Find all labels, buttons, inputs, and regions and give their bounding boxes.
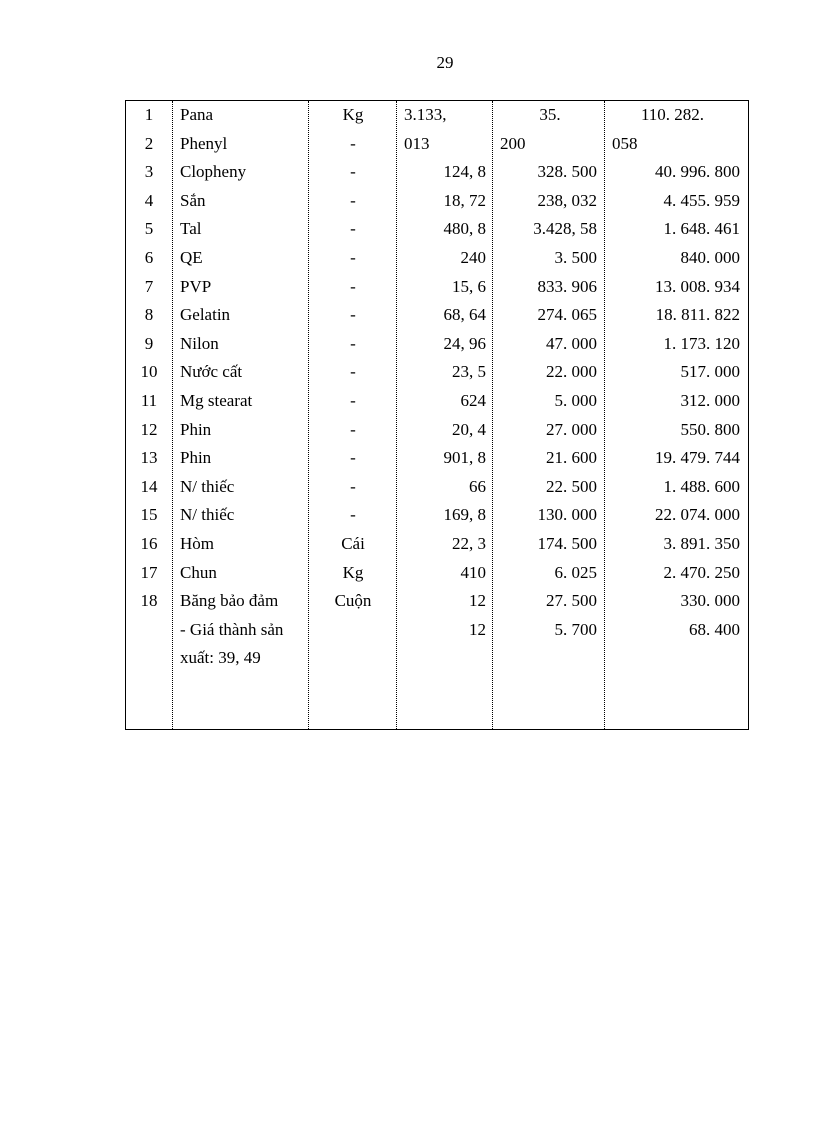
cell-no — [126, 644, 172, 672]
cell-no: 5 — [144, 219, 154, 239]
cell-price: 3.428, 58 — [533, 219, 597, 239]
table-row — [126, 501, 750, 529]
cell-total — [605, 644, 740, 672]
cell-total: 110. 282. — [640, 105, 705, 124]
cell-total: 312. 000 — [680, 391, 740, 410]
cell-name: Phenyl — [180, 133, 228, 153]
cell-name: Hòm — [180, 534, 214, 553]
cell-no: 1 — [144, 105, 154, 124]
cell-unit: - — [350, 190, 356, 210]
cell-total: 058 — [612, 133, 638, 153]
cell-unit: - — [350, 419, 356, 439]
cell-name: Gelatin — [180, 305, 231, 325]
page-number: 29 — [436, 53, 454, 72]
cell-qty: 124, 8 — [443, 162, 486, 182]
cell-total: 1. 488. 600 — [663, 476, 740, 496]
cell-price: 3. 500 — [554, 248, 597, 267]
cell-total: 4. 455. 959 — [663, 190, 740, 210]
cell-total: 22. 074. 000 — [655, 505, 740, 525]
cell-price: 5. 700 — [554, 619, 597, 639]
cell-price: 174. 500 — [537, 534, 597, 553]
cell-total: 2. 470. 250 — [663, 562, 740, 582]
cell-qty: 15, 6 — [452, 276, 486, 296]
cell-price: 27. 500 — [546, 591, 597, 611]
cell-no: 8 — [144, 305, 154, 325]
cell-qty: 013 — [404, 133, 430, 153]
cell-qty: 169, 8 — [443, 505, 486, 525]
cell-no: 17 — [140, 562, 158, 582]
cell-price: 5. 000 — [554, 391, 597, 410]
cell-total: 68. 400 — [689, 619, 740, 639]
cell-name: - Giá thành sản — [180, 619, 284, 639]
cell-price: 35. — [539, 105, 561, 124]
cell-no: 6 — [144, 248, 154, 267]
cell-qty: 66 — [469, 476, 486, 496]
cell-no: 7 — [144, 276, 154, 296]
cell-name: xuất: 39, 49 — [180, 648, 261, 668]
cell-name: Phin — [180, 448, 212, 468]
table-row — [126, 215, 750, 243]
cell-unit — [309, 644, 397, 672]
cell-unit: Cái — [341, 534, 365, 553]
cell-total: 1. 173. 120 — [663, 333, 740, 353]
cell-price: 22. 000 — [546, 362, 597, 382]
cell-unit: Kg — [342, 105, 364, 124]
cell-no: 3 — [144, 162, 154, 182]
table-row — [126, 416, 750, 444]
cell-no: 14 — [140, 476, 158, 496]
cell-no: 16 — [140, 534, 158, 553]
cell-unit: - — [350, 133, 356, 153]
table-row — [126, 187, 750, 215]
cell-price: 130. 000 — [537, 505, 597, 525]
cell-qty: 3.133, — [404, 105, 447, 124]
table-row — [126, 273, 750, 301]
materials-cost-table — [125, 100, 749, 730]
cell-unit: - — [350, 333, 356, 353]
cell-qty — [398, 644, 486, 672]
table-row — [126, 444, 750, 472]
cell-total: 13. 008. 934 — [655, 276, 740, 296]
cell-unit: - — [350, 476, 356, 496]
cell-total: 330. 000 — [680, 591, 740, 611]
cell-name: QE — [180, 248, 203, 267]
cell-unit: - — [350, 505, 356, 525]
cell-no: 10 — [140, 362, 158, 382]
cell-unit: Cuộn — [334, 591, 372, 611]
cell-total: 550. 800 — [680, 419, 740, 439]
table-row — [126, 330, 750, 358]
cell-unit: - — [350, 248, 356, 267]
cell-price: 200 — [500, 133, 526, 153]
table-row — [126, 387, 750, 415]
table-row — [126, 358, 750, 386]
cell-name: Phin — [180, 419, 212, 439]
cell-price: 47. 000 — [546, 333, 597, 353]
cell-unit — [309, 616, 397, 644]
cell-total: 840. 000 — [680, 248, 740, 267]
cell-no — [126, 616, 172, 644]
cell-unit: - — [350, 305, 356, 325]
cell-name: Chun — [180, 562, 217, 582]
cell-name: Clopheny — [180, 162, 247, 182]
table-row — [126, 587, 750, 615]
cell-total: 18. 811. 822 — [655, 305, 740, 325]
cell-total: 19. 479. 744 — [655, 448, 740, 468]
cell-no: 13 — [140, 448, 158, 468]
cell-price — [493, 644, 597, 672]
table-row — [126, 530, 750, 558]
table-row — [126, 130, 750, 158]
cell-unit: Kg — [342, 562, 364, 582]
cell-qty: 901, 8 — [443, 448, 486, 468]
cell-price: 328. 500 — [537, 162, 597, 182]
cell-price: 238, 032 — [537, 190, 597, 210]
table-row — [126, 473, 750, 501]
table-row — [126, 158, 750, 186]
cell-unit: - — [350, 162, 356, 182]
cell-name: Nilon — [180, 333, 219, 353]
cell-price: 6. 025 — [554, 562, 597, 582]
cell-no: 4 — [144, 190, 154, 210]
cell-name: Băng bảo đảm — [180, 591, 279, 611]
cell-name: Tal — [180, 219, 202, 239]
cell-no: 9 — [144, 333, 154, 353]
cell-total: 1. 648. 461 — [663, 219, 740, 239]
cell-no: 11 — [140, 391, 158, 410]
cell-qty: 624 — [460, 391, 486, 410]
cell-qty: 12 — [469, 591, 486, 611]
cell-qty: 22, 3 — [452, 534, 486, 553]
cell-price: 274. 065 — [537, 305, 597, 325]
cell-qty: 240 — [460, 248, 486, 267]
cell-name: N/ thiếc — [180, 505, 235, 525]
cell-qty: 68, 64 — [443, 305, 486, 325]
cell-unit: - — [350, 391, 356, 410]
cell-qty: 410 — [460, 562, 486, 582]
cell-unit: - — [350, 448, 356, 468]
cell-name: N/ thiếc — [180, 476, 235, 496]
cell-no: 12 — [140, 419, 158, 439]
cell-name: Pana — [180, 105, 214, 124]
table-row — [126, 301, 750, 329]
cell-no: 15 — [140, 505, 158, 525]
cell-price: 22. 500 — [546, 476, 597, 496]
cell-unit: - — [350, 362, 356, 382]
cell-qty: 23, 5 — [452, 362, 486, 382]
cell-unit: - — [350, 276, 356, 296]
cell-total: 3. 891. 350 — [663, 534, 740, 553]
table-row — [126, 559, 750, 587]
table-row — [126, 244, 750, 272]
cell-name: PVP — [180, 276, 212, 296]
cell-total: 517. 000 — [680, 362, 740, 382]
cell-qty: 24, 96 — [443, 333, 486, 353]
cell-price: 27. 000 — [546, 419, 597, 439]
cell-name: Sắn — [180, 190, 206, 210]
table-row — [126, 101, 750, 129]
cell-no: 18 — [140, 591, 158, 611]
cell-no: 2 — [144, 133, 154, 153]
cell-total: 40. 996. 800 — [655, 162, 740, 182]
cell-unit: - — [350, 219, 356, 239]
cell-price: 833. 906 — [537, 276, 597, 296]
cell-price: 21. 600 — [546, 448, 597, 468]
cell-qty: 20, 4 — [452, 419, 486, 439]
cell-qty: 12 — [469, 619, 486, 639]
cell-name: Nước cất — [180, 362, 243, 382]
cell-qty: 480, 8 — [443, 219, 486, 239]
table-row — [126, 644, 750, 672]
table-row — [126, 616, 750, 644]
cell-qty: 18, 72 — [443, 190, 486, 210]
cell-name: Mg stearat — [180, 391, 253, 410]
